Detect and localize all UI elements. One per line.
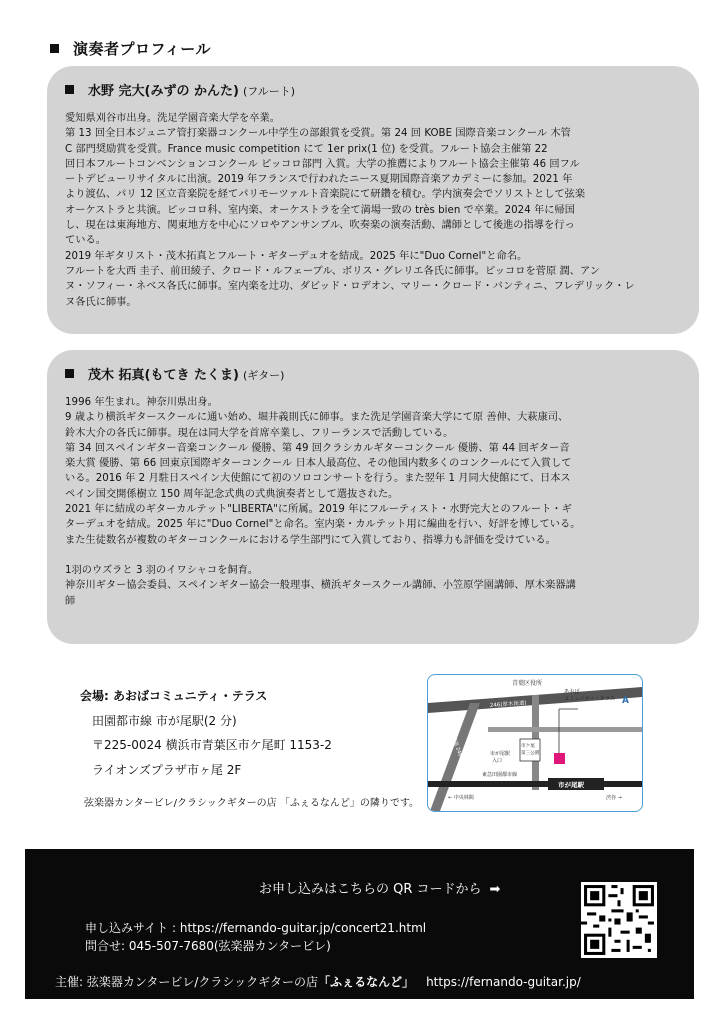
profile-card-mizuno [47, 66, 699, 334]
bio-line: ターデュオを結成。2025 年に"Duo Cornel"と命名。室内楽・カルテット用に編曲を行い、好評を博している。 [65, 519, 581, 531]
performer-bio [65, 395, 677, 548]
arrow-right-icon: ➡ [489, 882, 501, 897]
performer-heading [65, 364, 677, 383]
host-prefix: 主催: 弦楽器カンタービレ/クラシックギターの店 [55, 975, 319, 989]
venue-title: 会場: あおばコミュニティ・テラス [80, 689, 268, 703]
venue-note: 弦楽器カンタービレ/クラシックギターの店 「ふぇるなんど」の隣りです。 [84, 798, 420, 809]
map-label-community-2: コミュニティ・テラス [564, 696, 616, 702]
map-label-park-2: 第三公園 [521, 751, 540, 756]
bio-line: 鈴木大介の各氏に師事。現在は同大学を首席卒業し、フリーランスで活動している。 [65, 427, 454, 439]
venue-info [80, 684, 332, 782]
performer-name: 茂木 拓真(もてき たくま) [88, 368, 239, 383]
section-title [50, 38, 211, 59]
host-name: 「ふぇるなんど」 [318, 975, 415, 989]
apply-text: お申し込みはこちらの QR コードから [259, 882, 482, 897]
bio-line: 1羽のウズラと 3 羽のイワシャコを飼育。 [65, 564, 259, 576]
contact-phone: 問合せ: 045-507-7680(弦楽器カンタービレ) [85, 939, 331, 953]
venue-access: 田園都市線 市が尾駅(2 分) [92, 713, 237, 728]
venue-building: ライオンズプラザ市ヶ尾 2F [92, 762, 242, 777]
map-label-chuo-rinkan: ← 中央林間 [448, 795, 474, 801]
qr-code-icon [581, 882, 657, 958]
bio-line: また生徒数名が複数のギターコンクールにおける学生部門にて入賞しており、指導力も評価を受けている。 [65, 534, 556, 546]
map-label-entrance-2: 入口 [492, 758, 503, 764]
map-label-community: あおば [564, 689, 580, 695]
bio-line: 1996 年生まれ。神奈川県出身。 [65, 397, 218, 408]
map-label-ward-office: 青葉区役所 [512, 680, 543, 687]
host-line [55, 973, 581, 990]
bio-line: より渡仏、パリ 12 区立音楽院を経てパリモーツァルト音楽院にて研鑽を積む。学内演奏会でソリストとして弦楽 [65, 189, 586, 201]
north-icon: A [622, 696, 629, 706]
square-bullet-icon [65, 369, 74, 378]
bio-line: ている。 [65, 235, 106, 247]
map-label-entrance: 市が尾駅 [490, 751, 511, 757]
square-bullet-icon [50, 44, 59, 53]
apply-heading [259, 878, 500, 897]
apply-site-link[interactable]: 申し込みサイト : https://fernando-guitar.jp/concert21.html [85, 921, 427, 935]
venue-address: 〒225-0024 横浜市青葉区市ケ尾町 1153-2 [92, 738, 332, 752]
section-title-text: 演奏者プロフィール [73, 40, 212, 58]
map-label-shibuya: 渋谷 → [606, 795, 622, 801]
railway-line [428, 781, 642, 787]
venue-map [427, 674, 643, 812]
performer-instrument: (フルート) [242, 85, 296, 98]
footer-panel [25, 849, 694, 999]
bio-line: オーケストラと共演。ピッコロ科、室内楽、オーケストラを全て満場一致の très bien で卒業。2024 年に帰国 [65, 204, 575, 216]
performer-extra [65, 563, 677, 609]
map-drawing [428, 675, 642, 811]
map-label-station: 市が尾駅 [558, 781, 584, 789]
performer-bio [65, 111, 677, 310]
qr-code[interactable] [581, 882, 657, 958]
square-bullet-icon [65, 85, 74, 94]
bio-line: ートデビューリサイタルに出演。2019 年フランスで行われたニース夏期国際音楽アカデミーに参加。2021 年 [65, 174, 573, 186]
bio-line: いる。2016 年 2 月駐日スペイン大使館にて初のソロコンサートを行う。また翌年 1 月同大使館にて、日本ス [65, 473, 571, 485]
bio-line: 愛知県刈谷市出身。洗足学園音楽大学を卒業。 [65, 113, 280, 124]
bio-line: 2021 年に結成のギターカルテット"LIBERTA"に所属。2019 年にフルーティスト・水野完大とのフルート・ギ [65, 504, 572, 516]
bio-line: ヌ各氏に師事。 [65, 296, 137, 308]
bio-line: C 部門奨励賞を受賞。France music competition にて 1er prix(1 位) を受賞。フルート協会主催第 22 [65, 143, 548, 155]
map-label-road-left: 国道 246 号 [450, 735, 466, 764]
cross-street [488, 727, 642, 732]
bio-line: 回日本フルートコンベンションコンクール ピッコロ部門 入賞。大学の推薦によりフルート協会主催第 46 回フル [65, 158, 580, 170]
bio-line: 師 [65, 595, 76, 607]
bio-line: 神奈川ギター協会委員、スペインギター協会一般理事、横浜ギタースクール講師、小笠原学園講師、厚木楽器講 [65, 580, 576, 592]
map-label-route246: 246(厚木街道) [489, 700, 527, 709]
performer-name: 水野 完大(みずの かんた) [88, 84, 239, 99]
bio-line: フルートを大西 圭子、前田綾子、クロード・ルフェーブル、ボリス・グレリエ各氏に師事。ピッコロを菅原 潤、アン [65, 265, 601, 277]
bio-line: 第 34 回スペインギター音楽コンクール 優勝、第 49 回クラシカルギターコンクール 優勝、第 44 回ギター音 [65, 442, 570, 454]
bio-line: 2019 年ギタリスト・茂木拓真とフルート・ギターデュオを結成。2025 年に"Duo Cornel"と命名。 [65, 250, 528, 262]
venue-marker [554, 753, 565, 764]
performer-heading [65, 80, 677, 99]
park-box [520, 739, 540, 761]
map-label-park: 市ケ尾 [521, 744, 535, 749]
profile-card-moteki [47, 350, 699, 644]
bio-line: 楽大賞 優勝、第 66 回東京国際ギターコンクール 日本人最高位、その他国内数多くのコンクールにて入賞して [65, 458, 572, 470]
map-label-denentoshi: 東急田園都市線 [482, 772, 518, 778]
performer-instrument: (ギター) [242, 369, 285, 382]
bio-line: ヌ・ソフィー・ネベス各氏に師事。室内楽を辻功、ダビッド・ロデオン、マリー・クロード・バンティニ、フレデリック・レ [65, 281, 635, 293]
host-url-link[interactable]: https://fernando-guitar.jp/ [426, 975, 581, 989]
bio-line: ペイン国交開係樹立 150 周年記念式典の式典演奏者として選抜された。 [65, 488, 399, 500]
bio-line: し、現在は東海地方、関東地方を中心にソロやアンサンブル、吹奏楽の演奏活動、講師として後進の指導を行っ [65, 220, 575, 232]
bio-line: 第 13 回全日本ジュニア管打楽器コンクール中学生の部銀賞を受賞。第 24 回 KOBE 国際音楽コンクール 木管 [65, 128, 571, 140]
bio-line: 9 歳より横浜ギタースクールに通い始め、堀井義則氏に師事。また洗足学園音楽大学にて原 善伸、大萩康司、 [65, 412, 569, 424]
